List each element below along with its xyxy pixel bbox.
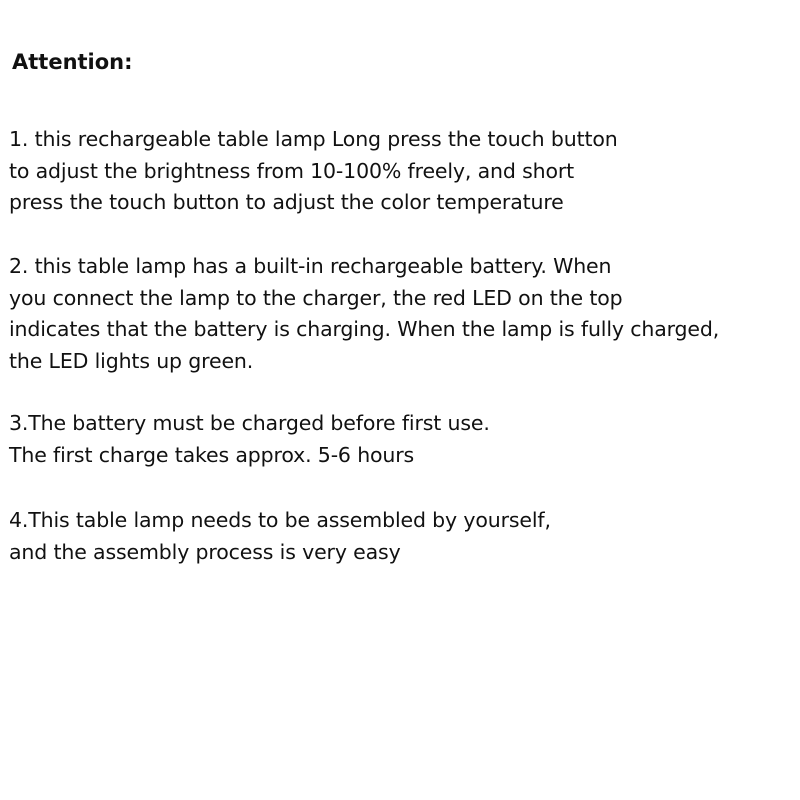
notice-line: the LED lights up green.: [9, 348, 254, 373]
notice-line: and the assembly process is very easy: [9, 539, 401, 564]
notice-line: The first charge takes approx. 5-6 hours: [9, 442, 415, 467]
notice-item-4: [9, 505, 551, 568]
notice-line: 4.This table lamp needs to be assembled by yourself,: [9, 508, 551, 532]
notice-line: 2. this table lamp has a built-in rechargeable battery. When: [9, 254, 612, 278]
notice-line: you connect the lamp to the charger, the red LED on the top: [9, 285, 623, 310]
attention-heading: Attention:: [12, 50, 133, 74]
notice-line: 1. this rechargeable table lamp Long press the touch button: [9, 127, 618, 151]
notice-item-1: [9, 124, 618, 219]
notice-line: indicates that the battery is charging. When the lamp is fully charged,: [9, 317, 720, 341]
notice-line: 3.The battery must be charged before first use.: [9, 411, 490, 435]
notice-line: to adjust the brightness from 10-100% freely, and short: [9, 158, 575, 183]
notice-item-2: [9, 251, 719, 377]
notice-item-3: [9, 408, 490, 471]
notice-line: press the touch button to adjust the color temperature: [9, 190, 564, 214]
